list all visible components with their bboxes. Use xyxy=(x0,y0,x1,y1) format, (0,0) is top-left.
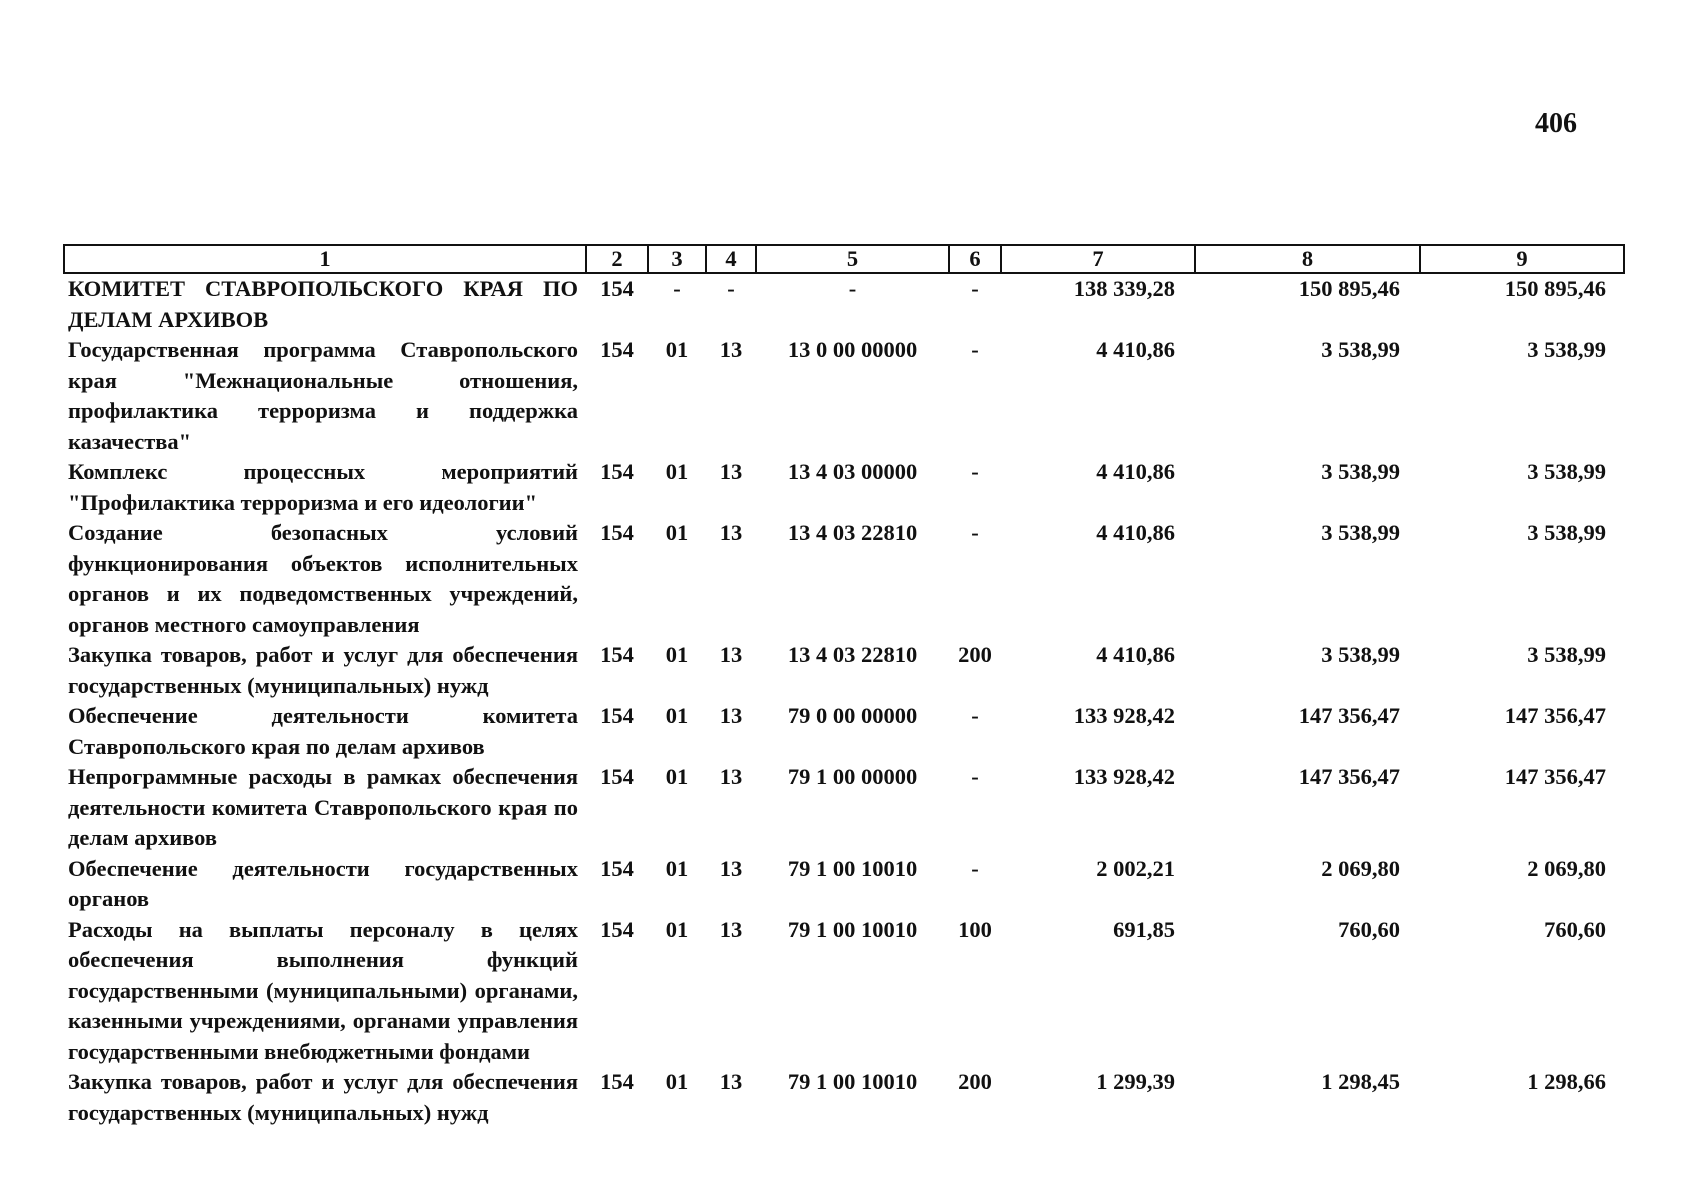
column-header-6: 6 xyxy=(949,245,1001,273)
cell-ministry-code: 154 xyxy=(600,764,634,789)
header-row xyxy=(64,245,1624,273)
cell-amount-col8: 150 895,46 xyxy=(1298,276,1400,301)
cell-section-code: 01 xyxy=(665,520,689,545)
cell-expense-type: - xyxy=(971,764,979,789)
row-name: Государственная программа Ставропольского края "Межнациональные отношения, профилактика терроризма и поддержка казачества" xyxy=(68,337,578,454)
column-header-3: 3 xyxy=(648,245,706,273)
cell-expense-type: 200 xyxy=(958,1069,992,1094)
cell-subsection-code: 13 xyxy=(719,459,743,484)
cell-ministry-code: 154 xyxy=(600,642,634,667)
cell-ministry-code: 154 xyxy=(600,1069,634,1094)
cell-amount-col8: 3 538,99 xyxy=(1321,337,1400,362)
cell-amount-col7: 138 339,28 xyxy=(1073,276,1175,301)
column-header-4: 4 xyxy=(706,245,756,273)
cell-amount-col8: 760,60 xyxy=(1338,916,1400,942)
cell-amount-col8: 2 069,80 xyxy=(1321,855,1400,881)
cell-subsection-code: 13 xyxy=(719,1069,743,1094)
cell-amount-col8: 3 538,99 xyxy=(1321,520,1400,545)
cell-amount-col7: 1 299,39 xyxy=(1096,1069,1175,1094)
cell-section-code: 01 xyxy=(665,764,689,789)
table-row xyxy=(64,457,1624,518)
cell-section-code: 01 xyxy=(665,459,689,484)
cell-ministry-code: 154 xyxy=(600,276,634,301)
cell-section-code: - xyxy=(673,276,681,301)
cell-amount-col8: 3 538,99 xyxy=(1321,642,1400,667)
cell-expense-type: 200 xyxy=(958,642,992,667)
cell-amount-col8: 147 356,47 xyxy=(1298,764,1400,789)
cell-expense-type: 100 xyxy=(958,916,992,942)
cell-subsection-code: 13 xyxy=(719,520,743,545)
table-row xyxy=(64,518,1624,640)
cell-target-article: 13 4 03 00000 xyxy=(787,459,918,484)
row-name: КОМИТЕТ СТАВРОПОЛЬСКОГО КРАЯ ПО ДЕЛАМ АРХИВОВ xyxy=(68,276,578,332)
cell-section-code: 01 xyxy=(665,703,689,728)
table-row xyxy=(64,1067,1624,1128)
cell-target-article: 79 1 00 00000 xyxy=(787,764,918,789)
cell-section-code: 01 xyxy=(665,916,689,942)
cell-target-article: - xyxy=(848,276,857,301)
cell-target-article: 79 0 00 00000 xyxy=(787,703,918,728)
table-row xyxy=(64,273,1624,335)
cell-expense-type: - xyxy=(971,337,979,362)
cell-target-article: 79 1 00 10010 xyxy=(787,1069,918,1094)
budget-table xyxy=(63,244,1623,1128)
table-row xyxy=(64,701,1624,762)
cell-target-article: 79 1 00 10010 xyxy=(787,916,918,942)
cell-amount-col9: 147 356,47 xyxy=(1504,703,1606,728)
budget-table-grid xyxy=(63,244,1625,1128)
cell-amount-col7: 4 410,86 xyxy=(1096,520,1175,545)
row-name: Непрограммные расходы в рамках обеспечения деятельности комитета Ставропольского края по делам архивов xyxy=(68,764,578,850)
cell-section-code: 01 xyxy=(665,642,689,667)
row-name: Обеспечение деятельности государственных органов xyxy=(68,855,578,911)
column-header-2: 2 xyxy=(586,245,648,273)
cell-amount-col7: 4 410,86 xyxy=(1096,459,1175,484)
cell-subsection-code: - xyxy=(727,276,735,301)
cell-amount-col9: 760,60 xyxy=(1544,916,1606,942)
cell-section-code: 01 xyxy=(665,855,689,881)
column-header-9: 9 xyxy=(1420,245,1624,273)
cell-amount-col8: 147 356,47 xyxy=(1298,703,1400,728)
cell-amount-col7: 691,85 xyxy=(1113,916,1175,942)
cell-ministry-code: 154 xyxy=(600,855,634,881)
cell-amount-col9: 1 298,66 xyxy=(1527,1069,1606,1094)
cell-expense-type: - xyxy=(971,520,979,545)
table-row xyxy=(64,915,1624,1068)
cell-target-article: 79 1 00 10010 xyxy=(787,855,918,881)
cell-section-code: 01 xyxy=(665,337,689,362)
row-name: Комплекс процессных мероприятий "Профилактика терроризма и его идеологии" xyxy=(68,459,578,515)
cell-ministry-code: 154 xyxy=(600,520,634,545)
cell-subsection-code: 13 xyxy=(719,337,743,362)
cell-amount-col8: 1 298,45 xyxy=(1321,1069,1400,1094)
cell-subsection-code: 13 xyxy=(719,916,743,942)
cell-amount-col9: 3 538,99 xyxy=(1527,520,1606,545)
cell-amount-col7: 4 410,86 xyxy=(1096,642,1175,667)
cell-amount-col7: 2 002,21 xyxy=(1096,855,1175,881)
row-name: Закупка товаров, работ и услуг для обеспечения государственных (муниципальных) нужд xyxy=(68,642,578,698)
cell-section-code: 01 xyxy=(665,1069,689,1094)
cell-target-article: 13 4 03 22810 xyxy=(787,642,918,667)
cell-subsection-code: 13 xyxy=(719,764,743,789)
cell-target-article: 13 4 03 22810 xyxy=(787,520,918,545)
cell-ministry-code: 154 xyxy=(600,459,634,484)
column-header-8: 8 xyxy=(1195,245,1420,273)
cell-subsection-code: 13 xyxy=(719,642,743,667)
column-header-7: 7 xyxy=(1001,245,1195,273)
cell-amount-col9: 3 538,99 xyxy=(1527,459,1606,484)
cell-amount-col7: 4 410,86 xyxy=(1096,337,1175,362)
cell-amount-col9: 3 538,99 xyxy=(1527,642,1606,667)
table-body xyxy=(64,273,1624,1128)
table-row xyxy=(64,854,1624,915)
cell-expense-type: - xyxy=(971,459,979,484)
cell-amount-col7: 133 928,42 xyxy=(1073,703,1175,728)
cell-expense-type: - xyxy=(971,276,979,301)
cell-expense-type: - xyxy=(971,703,979,728)
cell-ministry-code: 154 xyxy=(600,337,634,362)
row-name: Создание безопасных условий функционирования объектов исполнительных органов и их подведомственных учреждений, органов местного самоуправления xyxy=(68,520,578,637)
cell-amount-col7: 133 928,42 xyxy=(1073,764,1175,789)
cell-amount-col9: 2 069,80 xyxy=(1527,855,1606,881)
page-number: 406 xyxy=(1535,108,1577,139)
cell-amount-col9: 147 356,47 xyxy=(1504,764,1606,789)
row-name: Закупка товаров, работ и услуг для обеспечения государственных (муниципальных) нужд xyxy=(68,1069,578,1125)
table-header xyxy=(64,245,1624,273)
row-name: Обеспечение деятельности комитета Ставропольского края по делам архивов xyxy=(68,703,578,759)
cell-ministry-code: 154 xyxy=(600,916,634,942)
table-row xyxy=(64,762,1624,854)
cell-amount-col8: 3 538,99 xyxy=(1321,459,1400,484)
column-header-1: 1 xyxy=(64,245,586,273)
row-name: Расходы на выплаты персоналу в целях обеспечения выполнения функций государственными (муниципальными) органами, казенными учреждениями, органами управления государственными внебюджетными фондами xyxy=(68,916,578,1064)
table-row xyxy=(64,335,1624,457)
cell-expense-type: - xyxy=(971,855,979,881)
column-header-5: 5 xyxy=(756,245,949,273)
cell-amount-col9: 3 538,99 xyxy=(1527,337,1606,362)
cell-ministry-code: 154 xyxy=(600,703,634,728)
cell-subsection-code: 13 xyxy=(719,703,743,728)
cell-subsection-code: 13 xyxy=(719,855,743,881)
cell-target-article: 13 0 00 00000 xyxy=(787,337,918,362)
cell-amount-col9: 150 895,46 xyxy=(1504,276,1606,301)
table-row xyxy=(64,640,1624,701)
